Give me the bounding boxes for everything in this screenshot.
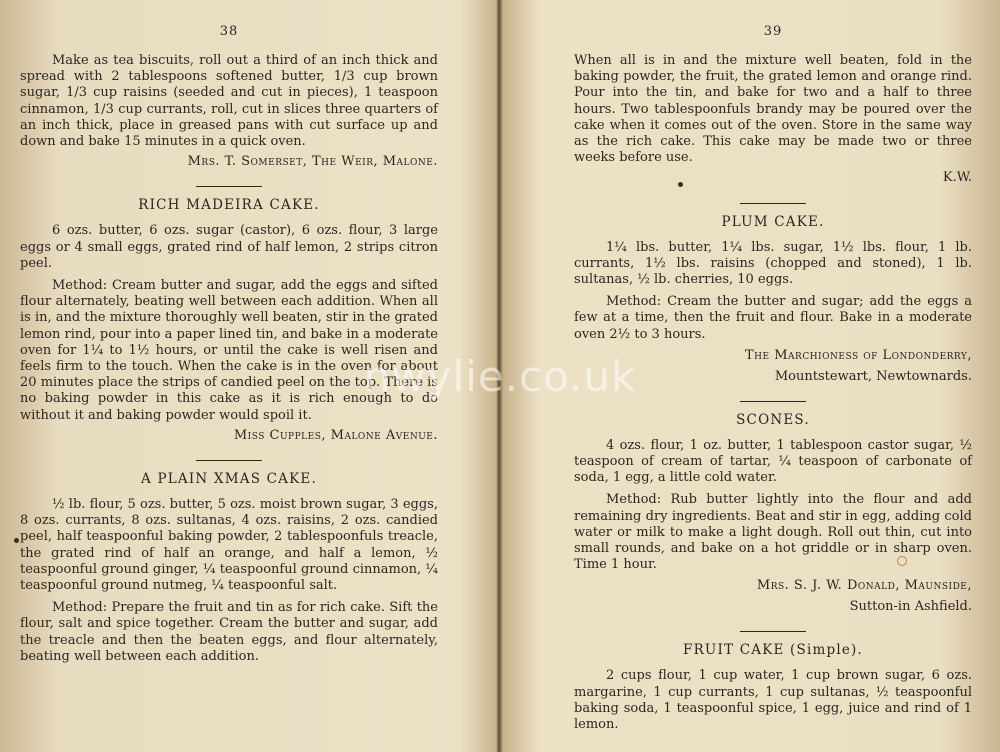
intro-paragraph: Make as tea biscuits, roll out a third of an inch thick and spread with 2 tablespoons softened butter, 1/3 cup brown sugar, 1/3 cup raisins (seeded and cut in pieces), 1 teaspoon cinnamon, 1/3 cup currants, roll, cut in slices three quarters of an inch thick, place in greased pans with cut surface up and down and bake 15 minutes in a quick oven. bbox=[20, 53, 438, 150]
author-scones-line2: Sutton-in Ashfield. bbox=[849, 599, 972, 615]
watermark: nwylie.co.uk bbox=[363, 352, 637, 401]
section-divider bbox=[196, 460, 262, 461]
section-divider bbox=[740, 203, 806, 204]
ingredients-xmas: ½ lb. flour, 5 ozs. butter, 5 ozs. moist brown sugar, 3 eggs, 8 ozs. currants, 8 ozs. sultanas, 4 ozs. raisins, 2 ozs. candied peel, half teaspoonful baking powder, 2 tablespoonfuls treacle, the grated rind of half an orange, and half a lemon, ½ teaspoonful ground ginger, ¼ teaspoonful ground cinnamon, ¼ teaspoonful ground nutmeg, ¼ teaspoonful salt. bbox=[20, 497, 438, 594]
method-xmas: Method: Prepare the fruit and tin as for rich cake. Sift the flour, salt and spice together. Cream the butter and sugar, add the treacle and then the beaten eggs, and flour alternately, beating well between each addition. bbox=[20, 600, 438, 664]
continued-paragraph: When all is in and the mixture well beaten, fold in the baking powder, the fruit, the grated lemon and orange rind. Pour into the tin, and bake for two and a half to three hours. Two tablespoonfuls brandy may be poured over the cake when it comes out of the oven. Store in the same way as the rich cake. This cake may be made two or three weeks before use. bbox=[574, 53, 972, 166]
ingredients-madeira: 6 ozs. butter, 6 ozs. sugar (castor), 6 ozs. flour, 3 large eggs or 4 small eggs, grated rind of half lemon, 2 strips citron peel. bbox=[20, 223, 438, 271]
stain-mark bbox=[897, 556, 907, 566]
recipe-title-plum: PLUM CAKE. bbox=[721, 213, 825, 230]
recipe-title-fruit-cake: FRUIT CAKE (Simple). bbox=[683, 642, 863, 659]
author-plum-line1: The Marchioness of Londonderry, bbox=[745, 347, 972, 363]
ingredients-plum: 1¼ lbs. butter, 1¼ lbs. sugar, 1½ lbs. flour, 1 lb. currants, 1½ lbs. raisins (chopped and stoned), 1 lb. sultanas, ½ lb. cherries, 10 eggs. bbox=[574, 239, 972, 288]
method-madeira: Method: Cream butter and sugar, add the eggs and sifted flour alternately, beating well between each addition. When all is in, and the mixture thoroughly well beaten, stir in the grated lemon rind, pour into a paper lined tin, and bake in a moderate oven for 1¼ to 1½ hours, or until the cake is well risen and feels firm to the touch. When the cake is in the oven for about 20 minutes place the strips of candied peel on the top. There is no baking powder in this cake as it is rich enough to do without it and baking powder would spoil it. bbox=[20, 278, 438, 423]
page-number-left: 38 bbox=[219, 24, 239, 39]
ingredients-fruit-cake: 2 cups flour, 1 cup water, 1 cup brown sugar, 6 ozs. margarine, 1 cup currants, 1 cup sultanas, ½ teaspoonful baking soda, 1 teaspoonful spice, 1 egg, juice and rind of 1 lemon. bbox=[574, 668, 972, 733]
ink-speck bbox=[678, 182, 683, 187]
continued-author: K.W. bbox=[942, 170, 972, 186]
author-plum-line2: Mountstewart, Newtownards. bbox=[774, 368, 972, 384]
right-page bbox=[502, 0, 1000, 752]
section-divider bbox=[740, 631, 806, 632]
left-page bbox=[0, 0, 498, 752]
recipe-title-xmas: A PLAIN XMAS CAKE. bbox=[141, 471, 317, 488]
recipe-title-scones: SCONES. bbox=[736, 411, 810, 428]
page-number-right: 39 bbox=[763, 24, 783, 39]
method-plum: Method: Cream the butter and sugar; add the eggs a few at a time, then the fruit and flour. Bake in a moderate oven 2½ to 3 hours. bbox=[574, 294, 972, 342]
author-scones-line1: Mrs. S. J. W. Donald, Maunside, bbox=[756, 578, 972, 594]
section-divider bbox=[740, 401, 806, 402]
recipe-title-madeira: RICH MADEIRA CAKE. bbox=[138, 197, 320, 214]
section-divider bbox=[196, 186, 262, 187]
ink-speck bbox=[14, 538, 19, 543]
intro-author: Mrs. T. Somerset, The Weir, Malone. bbox=[187, 154, 438, 170]
method-scones: Method: Rub butter lightly into the flour and add remaining dry ingredients. Beat and stir in egg, adding cold water or milk to make a light dough. Roll out thin, cut into small rounds, and bake on a hot griddle or in sharp oven. Time 1 hour. bbox=[574, 492, 972, 573]
ingredients-scones: 4 ozs. flour, 1 oz. butter, 1 tablespoon castor sugar, ½ teaspoon of cream of tartar, ¼ teaspoon of carbonate of soda, 1 egg, a little cold water. bbox=[574, 437, 972, 486]
author-madeira: Miss Cupples, Malone Avenue. bbox=[233, 427, 438, 443]
